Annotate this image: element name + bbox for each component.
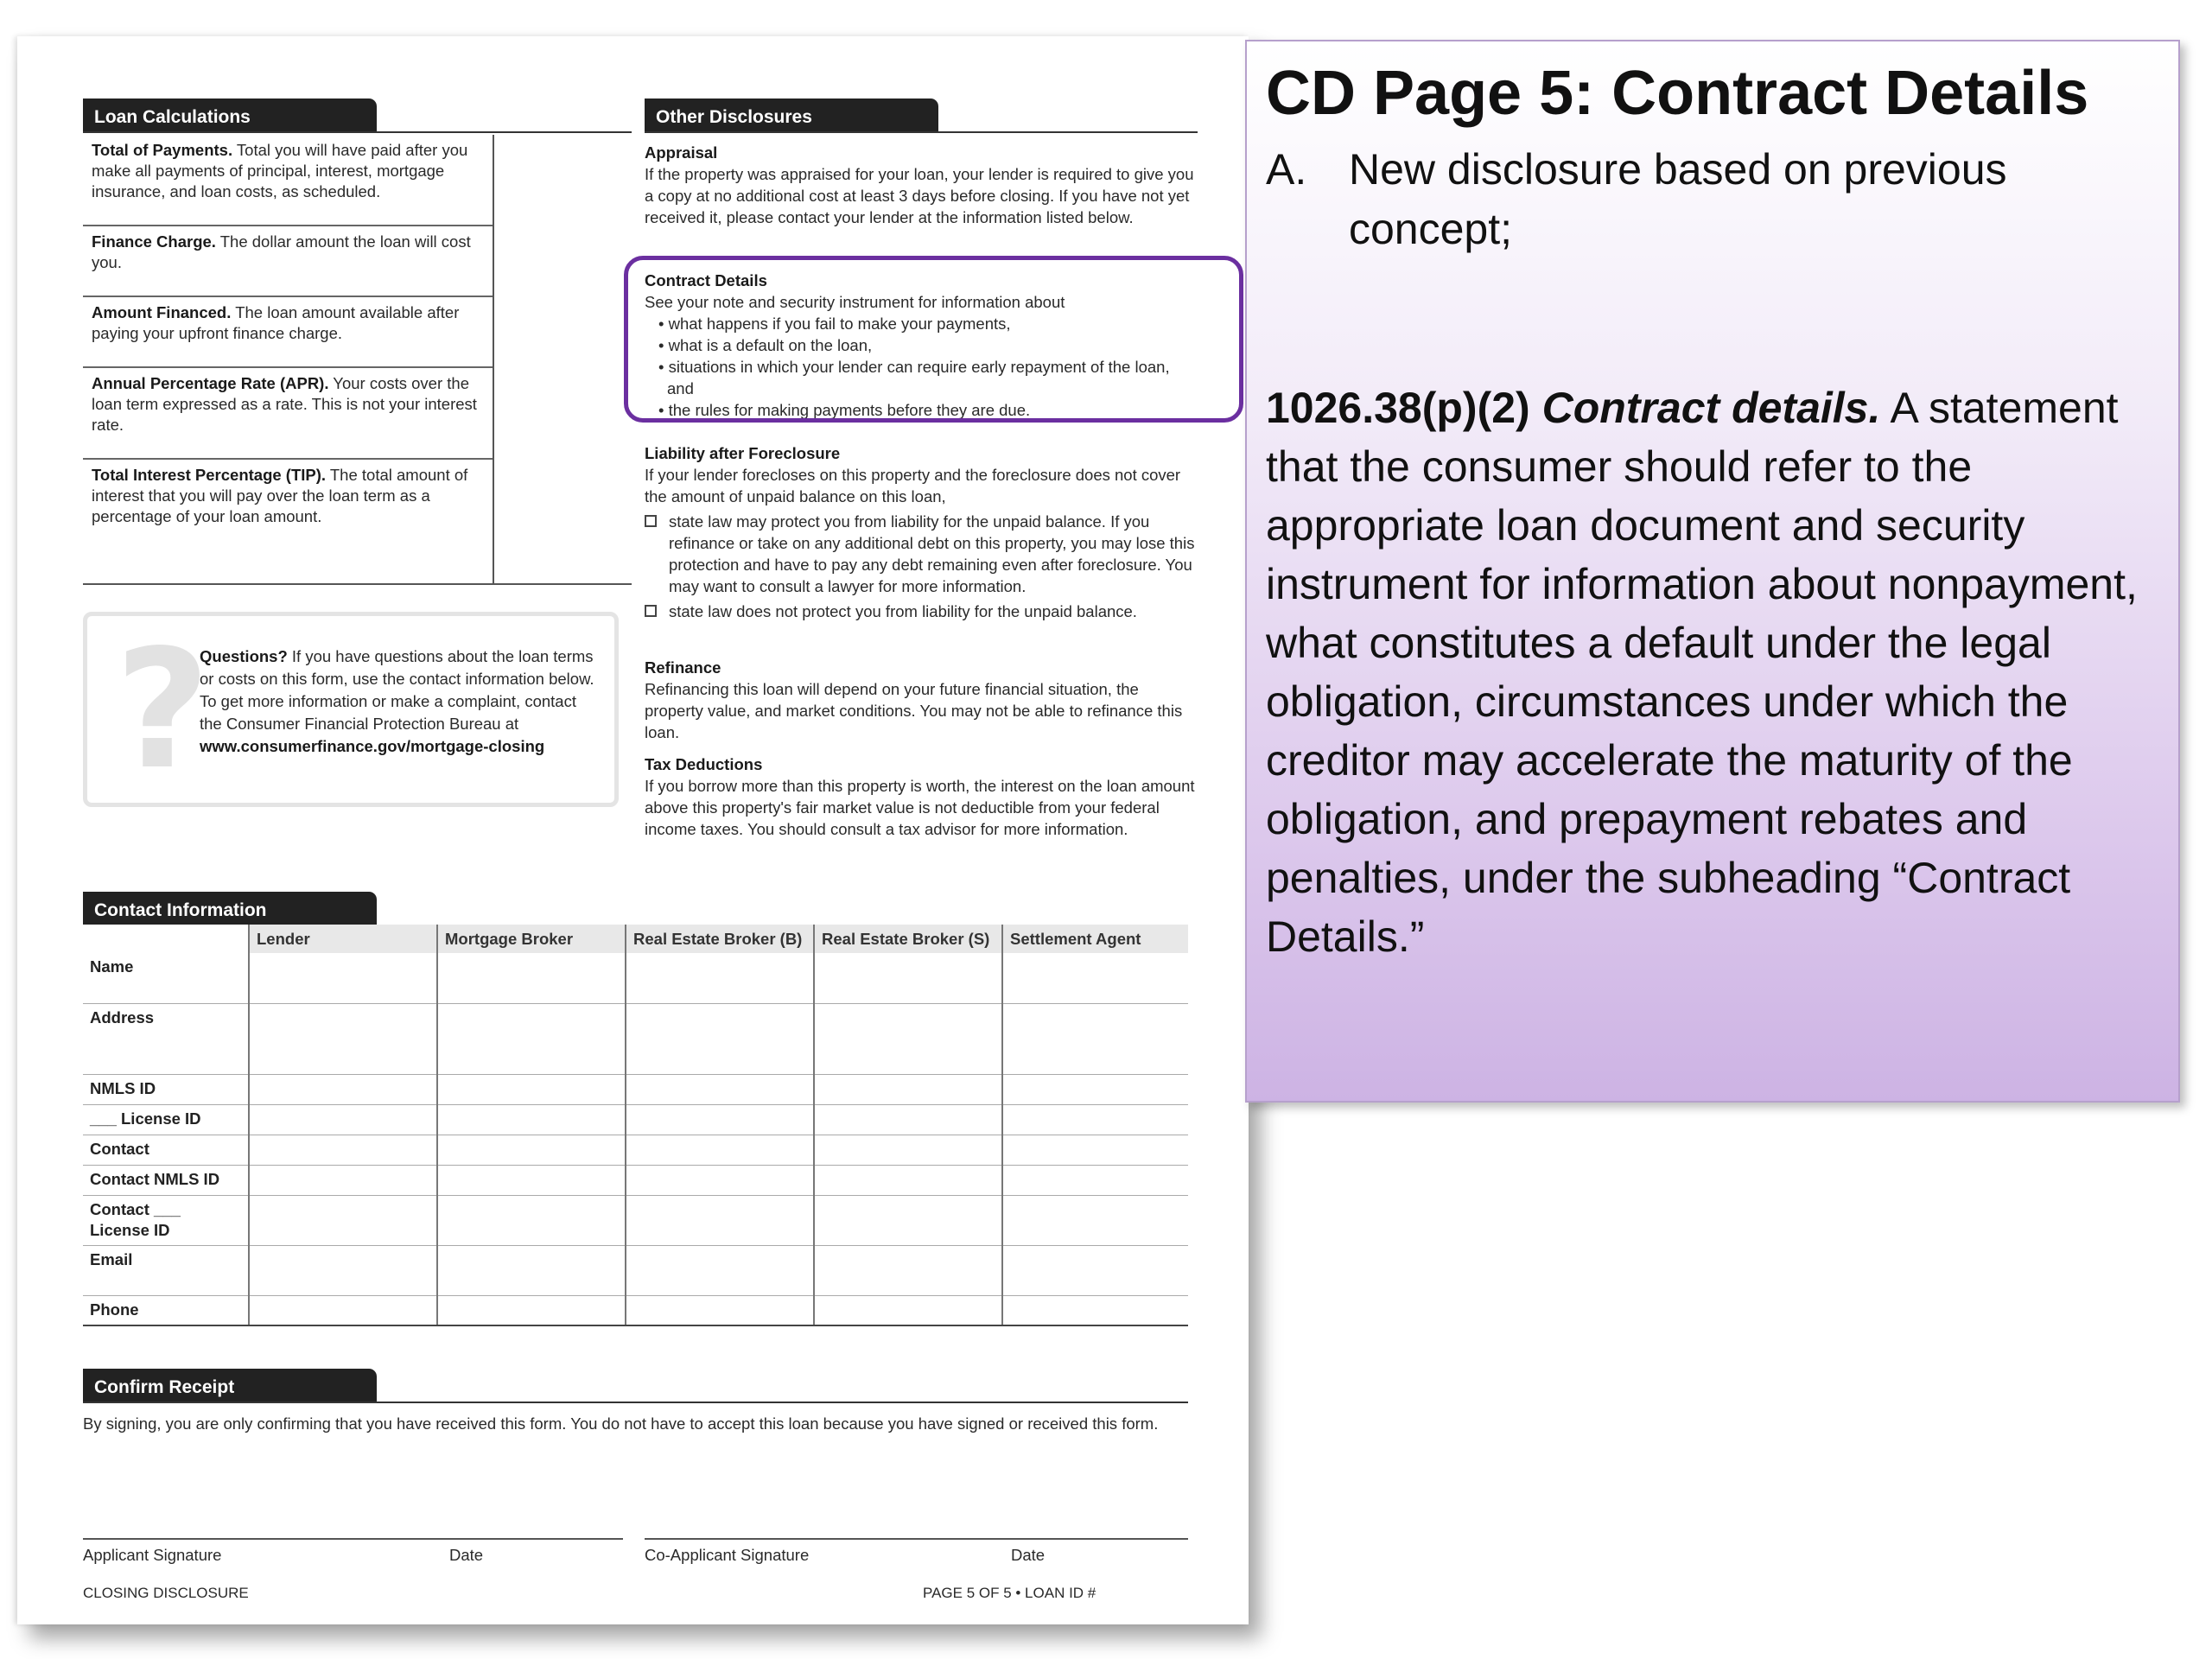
table-row — [83, 1135, 1188, 1165]
table-header-row — [83, 925, 1188, 953]
loan-calculations-title: Loan Calculations — [83, 99, 377, 133]
table-cell[interactable] — [626, 953, 814, 1003]
table-row — [83, 953, 1188, 1003]
question-mark-icon: ? — [115, 614, 211, 805]
row-label: NMLS ID — [83, 1074, 249, 1104]
other-disclosures-title: Other Disclosures — [645, 99, 938, 133]
table-row — [83, 1003, 1188, 1074]
loan-calculations-header — [83, 99, 632, 133]
table-cell[interactable] — [814, 1195, 1002, 1245]
table-row — [83, 1165, 1188, 1195]
coapplicant-signature-line[interactable] — [645, 1538, 1188, 1540]
table-cell[interactable] — [249, 1074, 437, 1104]
confirm-receipt-rule — [83, 1402, 1188, 1403]
table-cell[interactable] — [626, 1135, 814, 1165]
applicant-signature-line[interactable] — [83, 1538, 623, 1540]
list-item: • what happens if you fail to make your payments, — [658, 315, 1011, 333]
desc: Your costs over the loan term expressed as a rate. This is not your interest rate. — [92, 374, 477, 434]
questions-text — [200, 645, 597, 758]
table-cell[interactable] — [249, 1104, 437, 1135]
tax-text: If you borrow more than this property is worth, the interest on the loan amount above this property's fair market value is not deductible from your federal income taxes. You should consult a tax advisor for more information. — [645, 777, 1195, 838]
table-cell[interactable] — [437, 1195, 626, 1245]
other-disclosures-header — [645, 99, 1198, 133]
liability-option-not-protect[interactable] — [645, 601, 1198, 622]
refinance-text: Refinancing this loan will depend on your future financial situation, the property value, and market conditions. You may not be able to refinance this loan. — [645, 680, 1183, 741]
appraisal-title: Appraisal — [645, 143, 718, 162]
liability-text: If your lender forecloses on this property and the foreclosure does not cover the amount of unpaid balance on this loan, — [645, 466, 1181, 505]
contact-table — [83, 925, 1188, 1326]
row-label: Name — [83, 953, 249, 1003]
liability-option-protect[interactable] — [645, 511, 1198, 597]
contract-details-highlight — [624, 256, 1243, 423]
regulation-text-block — [1266, 378, 2164, 966]
table-row — [83, 1104, 1188, 1135]
table-cell[interactable] — [437, 1135, 626, 1165]
table-cell[interactable] — [249, 1135, 437, 1165]
confirm-receipt-title: Confirm Receipt — [83, 1369, 377, 1403]
table-cell[interactable] — [626, 1245, 814, 1295]
other-disclosures-rule — [645, 131, 1198, 133]
list-marker: A. — [1266, 145, 1307, 194]
contract-details-title: Contract Details — [645, 271, 767, 289]
column-header-settlement-agent: Settlement Agent — [1002, 925, 1188, 953]
table-cell[interactable] — [814, 953, 1002, 1003]
loan-calc-row-tip — [83, 460, 493, 585]
table-cell[interactable] — [814, 1074, 1002, 1104]
refinance-title: Refinance — [645, 658, 721, 677]
column-header-re-broker-s: Real Estate Broker (S) — [814, 925, 1002, 953]
term: Annual Percentage Rate (APR). — [92, 374, 329, 392]
table-cell[interactable] — [437, 1104, 626, 1135]
regulation-cite: 1026.38(p)(2) — [1266, 384, 1530, 432]
regulation-text: A statement that the consumer should refer to the appropriate loan document and security instrument for information about nonpayment, what constitutes a default under the legal obligation, circumstances under which the creditor may accelerate the maturity of the obligation, and prepayment rebates and penalties, under the subheading “Contract Details.” — [1266, 384, 2138, 961]
table-row — [83, 1074, 1188, 1104]
panel-list-item — [1266, 140, 2130, 259]
list-text: New disclosure based on previous concept; — [1349, 145, 2007, 253]
appraisal-text: If the property was appraised for your loan, your lender is required to give you a copy at no additional cost at least 3 days before closing. If you have not yet received it, please contact your lender at the information listed below. — [645, 165, 1194, 226]
questions-box — [83, 612, 619, 807]
table-cell[interactable] — [437, 1003, 626, 1074]
questions-body: If you have questions about the loan terms or costs on this form, use the contact information below. To get more information or make a complaint, contact the Consumer Financial Protection Bureau at — [200, 647, 594, 733]
table-cell[interactable] — [626, 1074, 814, 1104]
row-label: Contact ___ License ID — [83, 1195, 249, 1245]
applicant-date-label: Date — [449, 1546, 484, 1564]
option-label: state law may protect you from liability for the unpaid balance. If you refinance or take on any additional debt on this property, you may lose this protection and have to pay any debt remaining even after foreclosure. You may want to consult a lawyer for more information. — [669, 512, 1195, 595]
tax-title: Tax Deductions — [645, 755, 763, 773]
table-row — [83, 1295, 1188, 1325]
row-label: Address — [83, 1003, 249, 1074]
term: Amount Financed. — [92, 303, 232, 321]
table-cell[interactable] — [1002, 1195, 1188, 1245]
list-item: • the rules for making payments before they are due. — [658, 401, 1031, 419]
table-row — [83, 1245, 1188, 1295]
checkbox[interactable] — [645, 515, 657, 527]
table-cell[interactable] — [249, 1245, 437, 1295]
desc: The total amount of interest that you will pay over the loan term as a percentage of your loan amount. — [92, 466, 468, 525]
loan-calculations-rule — [83, 131, 632, 133]
table-cell[interactable] — [1002, 1295, 1188, 1325]
checkbox[interactable] — [645, 605, 657, 617]
row-label: Contact — [83, 1135, 249, 1165]
applicant-signature-label: Applicant Signature — [83, 1546, 222, 1564]
table-cell[interactable] — [1002, 1003, 1188, 1074]
appraisal-section — [645, 142, 1198, 228]
column-header-mortgage-broker: Mortgage Broker — [437, 925, 626, 953]
table-cell[interactable] — [1002, 1135, 1188, 1165]
coapplicant-signature-label: Co-Applicant Signature — [645, 1546, 810, 1564]
table-cell[interactable] — [249, 1195, 437, 1245]
contact-information-header — [83, 892, 1188, 926]
regulation-term: Contract details. — [1541, 384, 1881, 432]
table-cell[interactable] — [437, 953, 626, 1003]
tax-deductions-section — [645, 753, 1198, 840]
row-label: Email — [83, 1245, 249, 1295]
table-cell[interactable] — [437, 1295, 626, 1325]
table-cell[interactable] — [626, 1195, 814, 1245]
table-cell[interactable] — [437, 1074, 626, 1104]
contact-information-title: Contact Information — [83, 892, 377, 926]
loan-calc-bottom-rule — [83, 583, 632, 585]
confirm-receipt-header — [83, 1369, 1188, 1403]
contract-details-intro: See your note and security instrument for information about — [645, 293, 1065, 311]
desc: Total you will have paid after you make all payments of principal, interest, mortgage insurance, and loan costs, as scheduled. — [92, 141, 468, 200]
table-cell[interactable] — [626, 1104, 814, 1135]
table-cell[interactable] — [1002, 1074, 1188, 1104]
table-cell[interactable] — [249, 953, 437, 1003]
table-cell[interactable] — [814, 1295, 1002, 1325]
refinance-section — [645, 657, 1198, 743]
table-cell[interactable] — [1002, 1104, 1188, 1135]
coapplicant-date-label: Date — [1011, 1546, 1046, 1564]
row-label: Phone — [83, 1295, 249, 1325]
footer-left: CLOSING DISCLOSURE — [83, 1585, 249, 1601]
table-cell[interactable] — [1002, 953, 1188, 1003]
loan-calc-row-finance-charge — [83, 226, 493, 297]
table-cell[interactable] — [626, 1003, 814, 1074]
term: Total of Payments. — [92, 141, 233, 159]
table-cell[interactable] — [437, 1245, 626, 1295]
liability-section — [645, 442, 1198, 622]
table-cell[interactable] — [249, 1295, 437, 1325]
cfpb-link[interactable]: www.consumerfinance.gov/mortgage-closing — [200, 737, 545, 755]
row-label: Contact NMLS ID — [83, 1165, 249, 1195]
term: Total Interest Percentage (TIP). — [92, 466, 327, 484]
table-cell[interactable] — [249, 1165, 437, 1195]
explanation-panel — [1245, 40, 2180, 1103]
liability-title: Liability after Foreclosure — [645, 444, 841, 462]
desc: The dollar amount the loan will cost you. — [92, 232, 471, 271]
panel-title: CD Page 5: Contract Details — [1266, 59, 2089, 128]
loan-calc-row-apr — [83, 368, 493, 460]
option-label: state law does not protect you from liability for the unpaid balance. — [669, 602, 1137, 620]
table-cell[interactable] — [814, 1135, 1002, 1165]
table-cell[interactable] — [626, 1295, 814, 1325]
table-cell[interactable] — [1002, 1245, 1188, 1295]
table-cell[interactable] — [626, 1165, 814, 1195]
column-header-lender: Lender — [249, 925, 437, 953]
list-item: • what is a default on the loan, — [658, 336, 873, 354]
loan-calc-row-amount-financed — [83, 297, 493, 368]
closing-disclosure-page — [17, 36, 1249, 1624]
table-cell[interactable] — [1002, 1165, 1188, 1195]
footer-right: PAGE 5 OF 5 • LOAN ID # — [923, 1585, 1096, 1601]
column-header-re-broker-b: Real Estate Broker (B) — [626, 925, 814, 953]
table-cell[interactable] — [437, 1165, 626, 1195]
row-label-header — [83, 925, 249, 953]
term: Finance Charge. — [92, 232, 216, 251]
loan-calc-row-total-payments — [83, 135, 493, 226]
confirm-receipt-text: By signing, you are only confirming that you have received this form. You do not have to accept this loan because you have signed or received this form. — [83, 1414, 1159, 1433]
table-cell[interactable] — [249, 1003, 437, 1074]
table-row — [83, 1195, 1188, 1245]
table-cell[interactable] — [814, 1104, 1002, 1135]
table-cell[interactable] — [814, 1003, 1002, 1074]
table-cell[interactable] — [814, 1245, 1002, 1295]
questions-title: Questions? — [200, 647, 288, 665]
list-item: • situations in which your lender can require early repayment of the loan, and — [658, 358, 1170, 397]
desc: The loan amount available after paying your upfront finance charge. — [92, 303, 460, 342]
table-cell[interactable] — [814, 1165, 1002, 1195]
loan-calc-column-divider — [493, 135, 494, 585]
row-label: ___ License ID — [83, 1104, 249, 1135]
